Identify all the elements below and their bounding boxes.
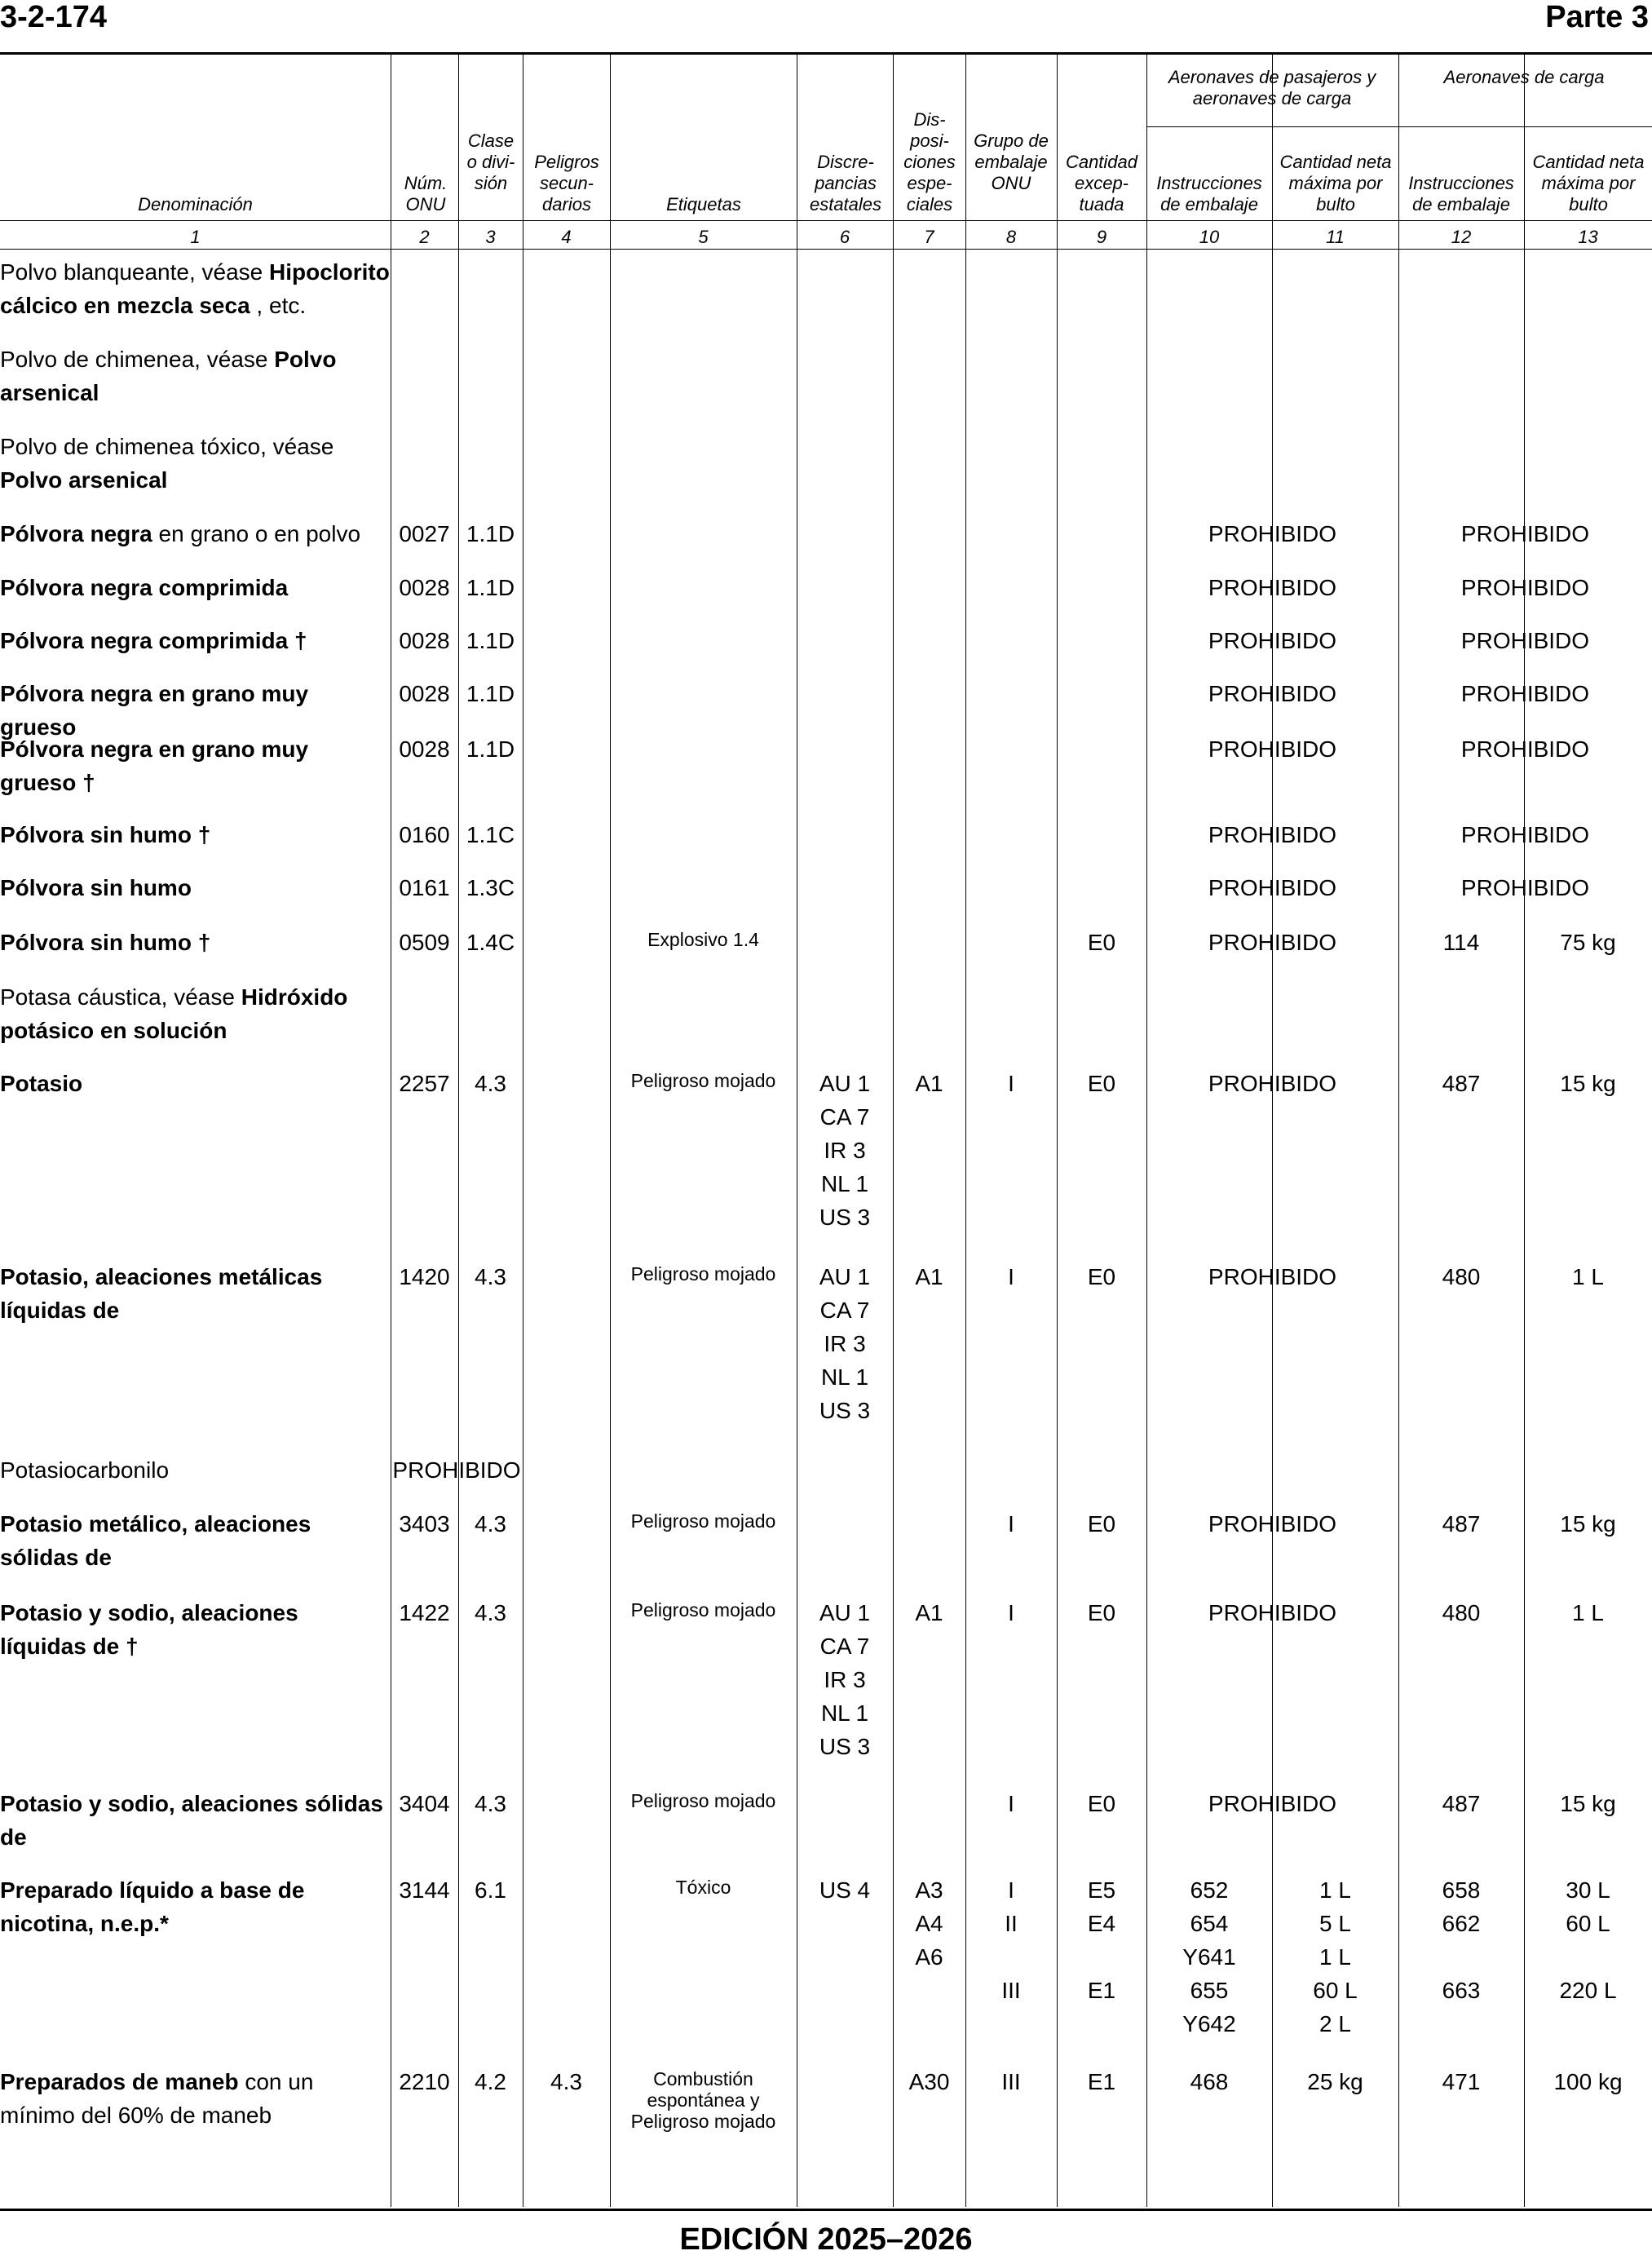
labels-cell: Peligroso mojado [630,1263,776,1285]
denomination-cell [0,2065,390,2132]
eq-cell: E0 [1087,1600,1116,1625]
cargo-qty-cell: 100 kg [1553,2069,1623,2094]
pax-prohibited-cell: PROHIBIDO [1208,930,1337,955]
un-cell: 3144 [399,1877,450,1903]
un-cell: 0509 [399,930,450,955]
cargo-qty-cell: 1 L [1572,1264,1604,1289]
group-header-pax: Aeronaves de pasajeros y aeronaves de carga [1168,67,1376,108]
labels-cell: Peligroso mojado [630,1790,776,1811]
denomination-cell [0,1873,390,1940]
pax-prohibited-cell: PROHIBIDO [1208,822,1337,847]
denomination-text: Polvo blanqueante, véase [0,259,270,285]
cargo-pi-cell: 487 [1442,1511,1481,1537]
cargo-prohibited-cell: PROHIBIDO [1460,822,1590,847]
bottom-rule [0,2209,1652,2211]
pax-prohibited-cell: PROHIBIDO [1208,575,1337,600]
denomination-text: Preparados de maneb [0,2069,239,2094]
cargo-qty-cell: 30 L 60 L 220 L [1559,1877,1617,2003]
pax-prohibited-cell: PROHIBIDO [1208,1600,1337,1625]
denomination-cell [0,430,390,497]
prohibited-all-cell: PROHIBIDO [392,1457,521,1483]
cls-cell: 4.2 [475,2069,506,2094]
cargo-prohibited-cell: PROHIBIDO [1460,681,1590,706]
col-header-cargo-qty: Cantidad neta máxima por bulto [1532,152,1645,214]
part-label: Parte 3 [1545,0,1649,34]
denomination-text: Potasio y sodio, aleaciones sólidas de [0,1791,383,1850]
col-number: 8 [1005,227,1017,247]
col-header-labels: Etiquetas [666,194,741,214]
denomination-text: Pólvora negra [0,521,152,546]
col-header-un: Núm. ONU [404,173,448,214]
col-header-cargo-pi: Instrucciones de embalaje [1408,173,1514,214]
denomination-cell [0,571,390,604]
cargo-pi-cell: 487 [1442,1071,1481,1096]
cls-cell: 4.3 [475,1071,506,1096]
eq-cell: E0 [1087,1071,1116,1096]
denomination-text: Pólvora sin humo † [0,930,211,955]
var-cell: US 4 [819,1877,871,1903]
pax-prohibited-cell: PROHIBIDO [1208,736,1337,762]
denomination-text: Potasio [0,1071,83,1096]
labels-cell: Peligroso mojado [630,1599,776,1621]
pg-cell: I [1008,1511,1014,1537]
pax-prohibited-cell: PROHIBIDO [1208,1791,1337,1816]
un-cell: 0028 [399,736,450,762]
pax-prohibited-cell: PROHIBIDO [1208,1511,1337,1537]
cargo-qty-cell: 15 kg [1560,1511,1616,1537]
denomination-cell [0,1260,390,1327]
denomination-text: Pólvora negra comprimida [0,575,289,600]
cargo-prohibited-cell: PROHIBIDO [1460,736,1590,762]
cls-cell: 1.4C [466,930,515,955]
denomination-cell [0,1507,390,1574]
cls-cell: 4.3 [475,1264,506,1289]
top-rule [0,52,1652,55]
un-cell: 0027 [399,521,450,546]
col-number: 9 [1096,227,1107,247]
eq-cell: E5 E4 E1 [1087,1877,1116,2003]
pax-prohibited-cell: PROHIBIDO [1208,628,1337,653]
pax-prohibited-cell: PROHIBIDO [1208,1071,1337,1096]
denomination-text: con un mínimo del 60% de maneb [0,2069,314,2128]
denomination-text: Potasio metálico, aleaciones sólidas de [0,1511,311,1570]
cls-cell: 1.1D [466,575,515,600]
sp-cell: A1 [915,1264,943,1289]
denomination-text: Potasio y sodio, aleaciones líquidas de † [0,1600,298,1659]
col-header-packing-group: Grupo de embalaje ONU [974,130,1049,193]
denomination-text: , etc. [250,293,307,318]
col-number: 13 [1578,227,1598,247]
cargo-pi-cell: 471 [1442,2069,1481,2094]
denomination-text: Hidróxido potásico en solución [0,984,348,1043]
var-cell: AU 1 CA 7 IR 3 NL 1 US 3 [819,1600,871,1759]
col-number: 4 [561,227,572,247]
denomination-cell [0,926,390,959]
un-cell: 0160 [399,822,450,847]
denomination-text: Polvo de chimenea tóxico, véase [0,434,334,459]
denomination-text: Hipoclorito cálcico en mezcla seca [0,259,390,318]
col-header-special-provisions: Dis- posi- ciones espe- ciales [903,109,956,214]
pax-prohibited-cell: PROHIBIDO [1208,521,1337,546]
col-number: 2 [419,227,430,247]
col-number: 6 [839,227,850,247]
cargo-pi-cell: 480 [1442,1264,1481,1289]
pax-pi-cell: 468 [1190,2069,1229,2094]
denomination-cell [0,517,390,551]
denomination-cell [0,1787,390,1854]
denomination-text: Pólvora negra en grano muy grueso [0,681,309,740]
pax-qty-cell: 25 kg [1307,2069,1363,2094]
denomination-cell [0,818,390,851]
denomination-cell [0,624,390,657]
labels-cell: Peligroso mojado [630,1070,776,1091]
denomination-text: Pólvora negra en grano muy grueso † [0,736,309,795]
sp-cell: A1 [915,1071,943,1096]
pax-qty-cell: 1 L 5 L 1 L 60 L 2 L [1313,1877,1358,2036]
un-cell: 0161 [399,875,450,900]
sp-cell: A3 A4 A6 [915,1877,943,1970]
cls-cell: 1.3C [466,875,515,900]
denomination-cell [0,255,390,322]
column-number-rule [0,249,1652,250]
col-number: 12 [1451,227,1472,247]
cls-cell: 1.1D [466,681,515,706]
denomination-text: Pólvora sin humo † [0,822,211,847]
cls-cell: 4.3 [475,1511,506,1537]
cargo-prohibited-cell: PROHIBIDO [1460,628,1590,653]
labels-cell: Peligroso mojado [630,1510,776,1532]
eq-cell: E0 [1087,930,1116,955]
pg-cell: I [1008,1791,1014,1816]
denomination-text: Potasiocarbonilo [0,1457,170,1483]
denomination-text: Potasio, aleaciones metálicas líquidas de [0,1264,323,1323]
col-number: 11 [1326,227,1345,247]
labels-cell: Tóxico [675,1877,731,1898]
cls-cell: 1.1D [466,521,515,546]
denomination-text: Potasa cáustica, véase [0,984,241,1010]
cargo-prohibited-cell: PROHIBIDO [1460,575,1590,600]
pg-cell: I II III [1001,1877,1021,2003]
labels-cell: Combustión espontánea y Peligroso mojado [630,2068,776,2132]
pg-cell: I [1008,1264,1014,1289]
denomination-text: Polvo arsenical [0,467,168,493]
header-rule [0,220,1652,221]
denomination-text: Polvo arsenical [0,347,337,405]
sp-cell: A1 [915,1600,943,1625]
cargo-qty-cell: 15 kg [1560,1791,1616,1816]
cls-cell: 6.1 [475,1877,506,1903]
col-number: 7 [924,227,934,247]
cargo-qty-cell: 15 kg [1560,1071,1616,1096]
labels-cell: Explosivo 1.4 [647,929,759,950]
page-number: 3-2-174 [0,0,107,34]
cargo-pi-cell: 480 [1442,1600,1481,1625]
col-header-variations: Discre- pancias estatales [809,152,882,214]
cls-cell: 1.1C [466,822,515,847]
col-number: 5 [698,227,709,247]
cls-cell: 1.1D [466,628,515,653]
denomination-cell [0,871,390,904]
var-cell: AU 1 CA 7 IR 3 NL 1 US 3 [819,1264,871,1423]
var-cell: AU 1 CA 7 IR 3 NL 1 US 3 [819,1071,871,1230]
pax-prohibited-cell: PROHIBIDO [1208,1264,1337,1289]
un-cell: 0028 [399,628,450,653]
edition-footer: EDICIÓN 2025–2026 [679,2222,973,2257]
group-header-rule [1146,126,1652,127]
pg-cell: I [1008,1071,1014,1096]
eq-cell: E1 [1087,2069,1116,2094]
col-header-denominacion: Denominación [138,194,253,214]
pg-cell: I [1008,1600,1014,1625]
pax-prohibited-cell: PROHIBIDO [1208,875,1337,900]
col-number: 1 [190,227,201,247]
col-number: 10 [1199,227,1220,247]
un-cell: 1420 [399,1264,450,1289]
eq-cell: E0 [1087,1791,1116,1816]
eq-cell: E0 [1087,1511,1116,1537]
cargo-pi-cell: 658 662 663 [1442,1877,1481,2003]
denomination-cell [0,980,390,1047]
cargo-qty-cell: 75 kg [1560,930,1616,955]
denomination-cell [0,1067,390,1100]
cargo-pi-cell: 114 [1442,930,1480,955]
denomination-text: Preparado líquido a base de nicotina, n.e.p.* [0,1877,305,1936]
col-header-subsidiary: Peligros secun- darios [534,152,599,214]
cls-cell: 1.1D [466,736,515,762]
denomination-text: en grano o en polvo [152,521,361,546]
group-header-cargo: Aeronaves de carga [1443,67,1605,87]
denomination-text: Pólvora sin humo [0,875,192,900]
denomination-cell [0,1596,390,1663]
cls-cell: 4.3 [475,1791,506,1816]
cargo-prohibited-cell: PROHIBIDO [1460,521,1590,546]
denomination-text: Pólvora negra comprimida † [0,628,307,653]
sp-cell: A30 [908,2069,950,2094]
cargo-prohibited-cell: PROHIBIDO [1460,875,1590,900]
cargo-qty-cell: 1 L [1572,1600,1604,1625]
col-header-class: Clase o divi- sión [466,130,515,193]
col-number: 3 [485,227,496,247]
col-header-pax-qty: Cantidad neta máxima por bulto [1279,152,1392,214]
col-header-pax-pi: Instrucciones de embalaje [1156,173,1262,214]
pax-pi-cell: 652 654 Y641 655 Y642 [1182,1877,1236,2036]
un-cell: 3403 [399,1511,450,1537]
col-header-excepted-qty: Cantidad excep- tuada [1065,152,1138,214]
un-cell: 3404 [399,1791,450,1816]
un-cell: 0028 [399,681,450,706]
pax-prohibited-cell: PROHIBIDO [1208,681,1337,706]
un-cell: 2210 [399,2069,450,2094]
denomination-cell [0,732,390,799]
eq-cell: E0 [1087,1264,1116,1289]
denomination-cell [0,343,390,409]
denomination-cell [0,1453,390,1487]
cls-cell: 4.3 [475,1600,506,1625]
pg-cell: III [1001,2069,1021,2094]
un-cell: 0028 [399,575,450,600]
denomination-text: Polvo de chimenea, véase [0,347,275,372]
un-cell: 2257 [399,1071,450,1096]
un-cell: 1422 [399,1600,450,1625]
sub-cell: 4.3 [550,2069,582,2094]
cargo-pi-cell: 487 [1442,1791,1481,1816]
